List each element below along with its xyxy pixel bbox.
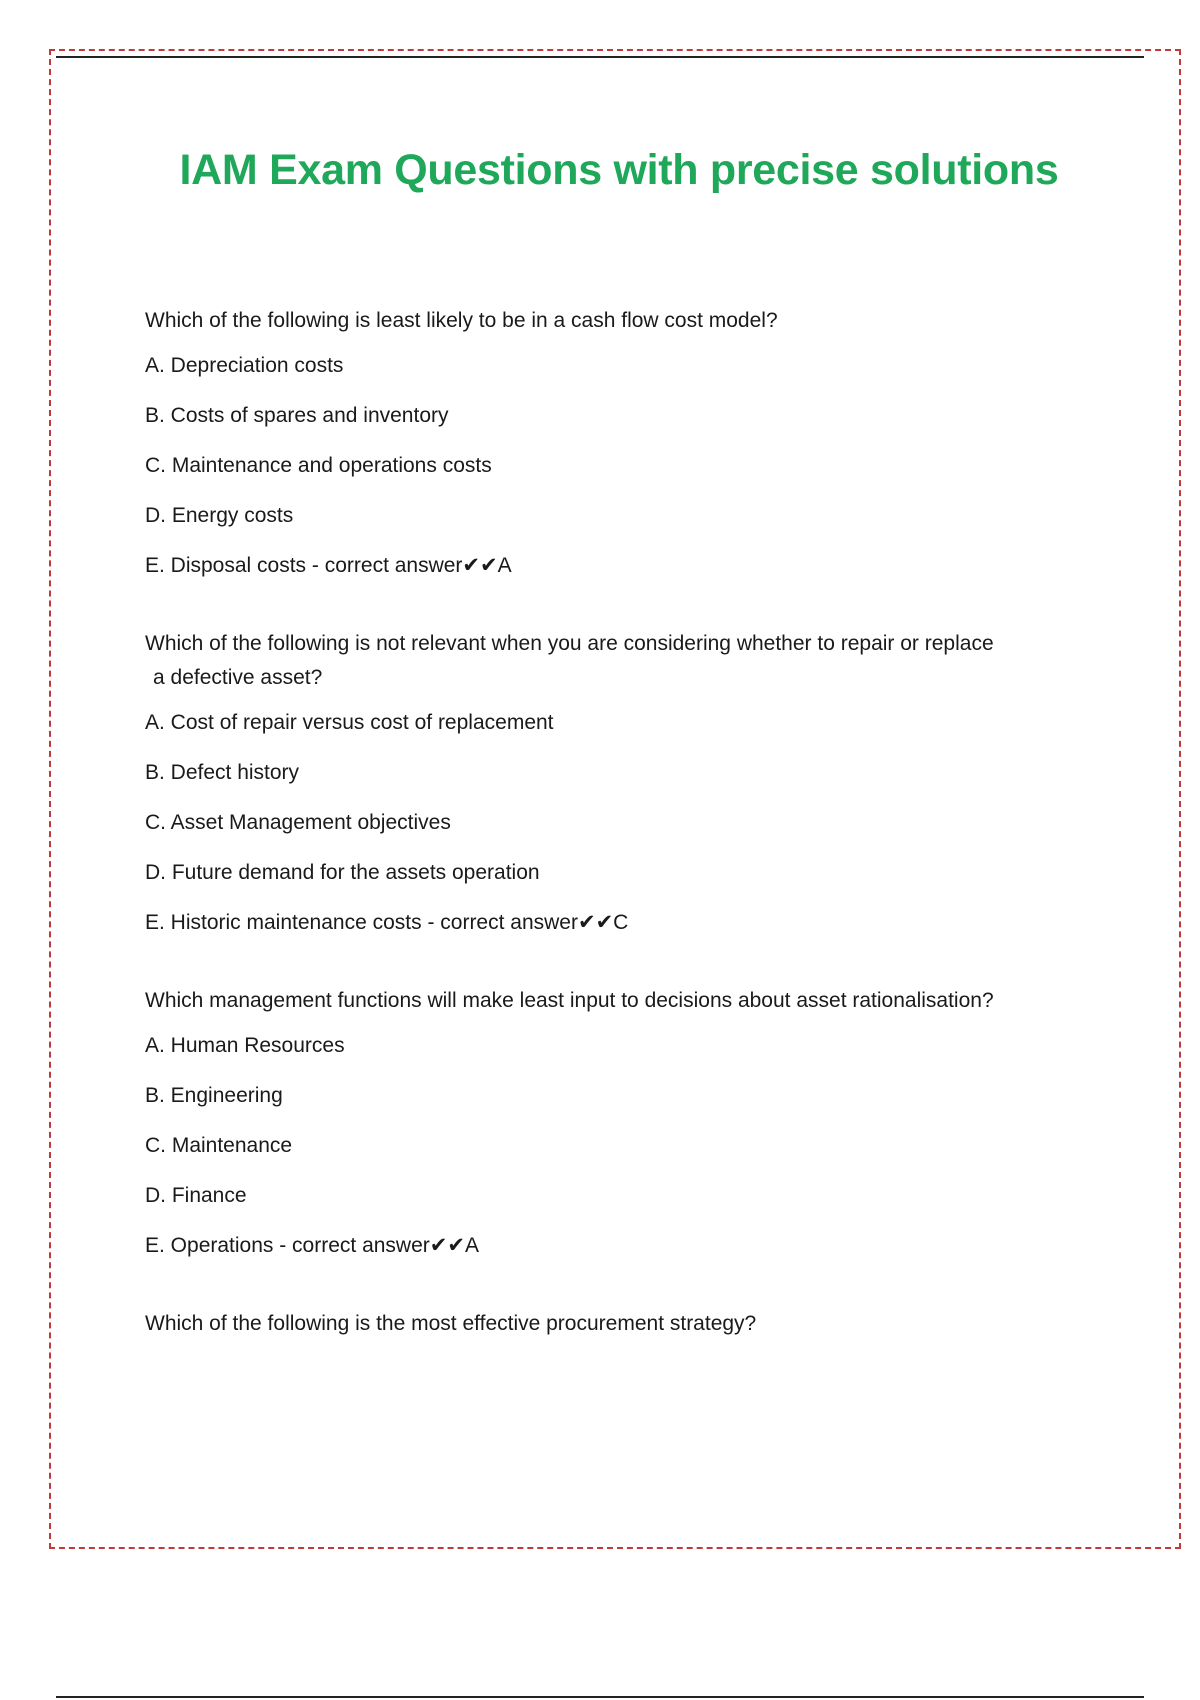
answer-option: B. Engineering [145,1084,283,1107]
question-text [145,627,1095,695]
question-text-line: a defective asset? [153,666,323,689]
question-block-4 [145,1307,1095,1341]
answer-option: B. Defect history [145,761,300,784]
question-list [145,304,1095,1388]
bottom-rule [56,1696,1144,1698]
question-block-3 [145,984,1095,1260]
answer-option: E. Operations - correct answer✔✔A [145,1234,479,1257]
question-text-line: Which of the following is not relevant when you are considering whether to repair or replace [145,632,994,655]
answer-option: C. Maintenance and operations costs [145,454,492,477]
question-text: Which of the following is the most effective procurement strategy? [145,1312,757,1335]
answer-option: E. Disposal costs - correct answer✔✔A [145,554,512,577]
answer-option: A. Cost of repair versus cost of replacement [145,711,554,734]
answer-option: C. Maintenance [145,1134,293,1157]
answer-option: D. Energy costs [145,504,294,527]
document-title: IAM Exam Questions with precise solutions [179,146,1059,194]
answer-option: B. Costs of spares and inventory [145,404,449,427]
answer-option: D. Finance [145,1184,247,1207]
answer-option: A. Human Resources [145,1034,345,1057]
question-block-1 [145,304,1095,580]
answer-option: E. Historic maintenance costs - correct answer✔✔C [145,911,629,934]
answer-option: D. Future demand for the assets operation [145,861,540,884]
answer-option: A. Depreciation costs [145,354,344,377]
question-block-2 [145,627,1095,937]
answer-option: C. Asset Management objectives [145,811,451,834]
question-text: Which of the following is least likely to be in a cash flow cost model? [145,309,778,332]
question-text: Which management functions will make least input to decisions about asset rationalisation? [145,989,994,1012]
